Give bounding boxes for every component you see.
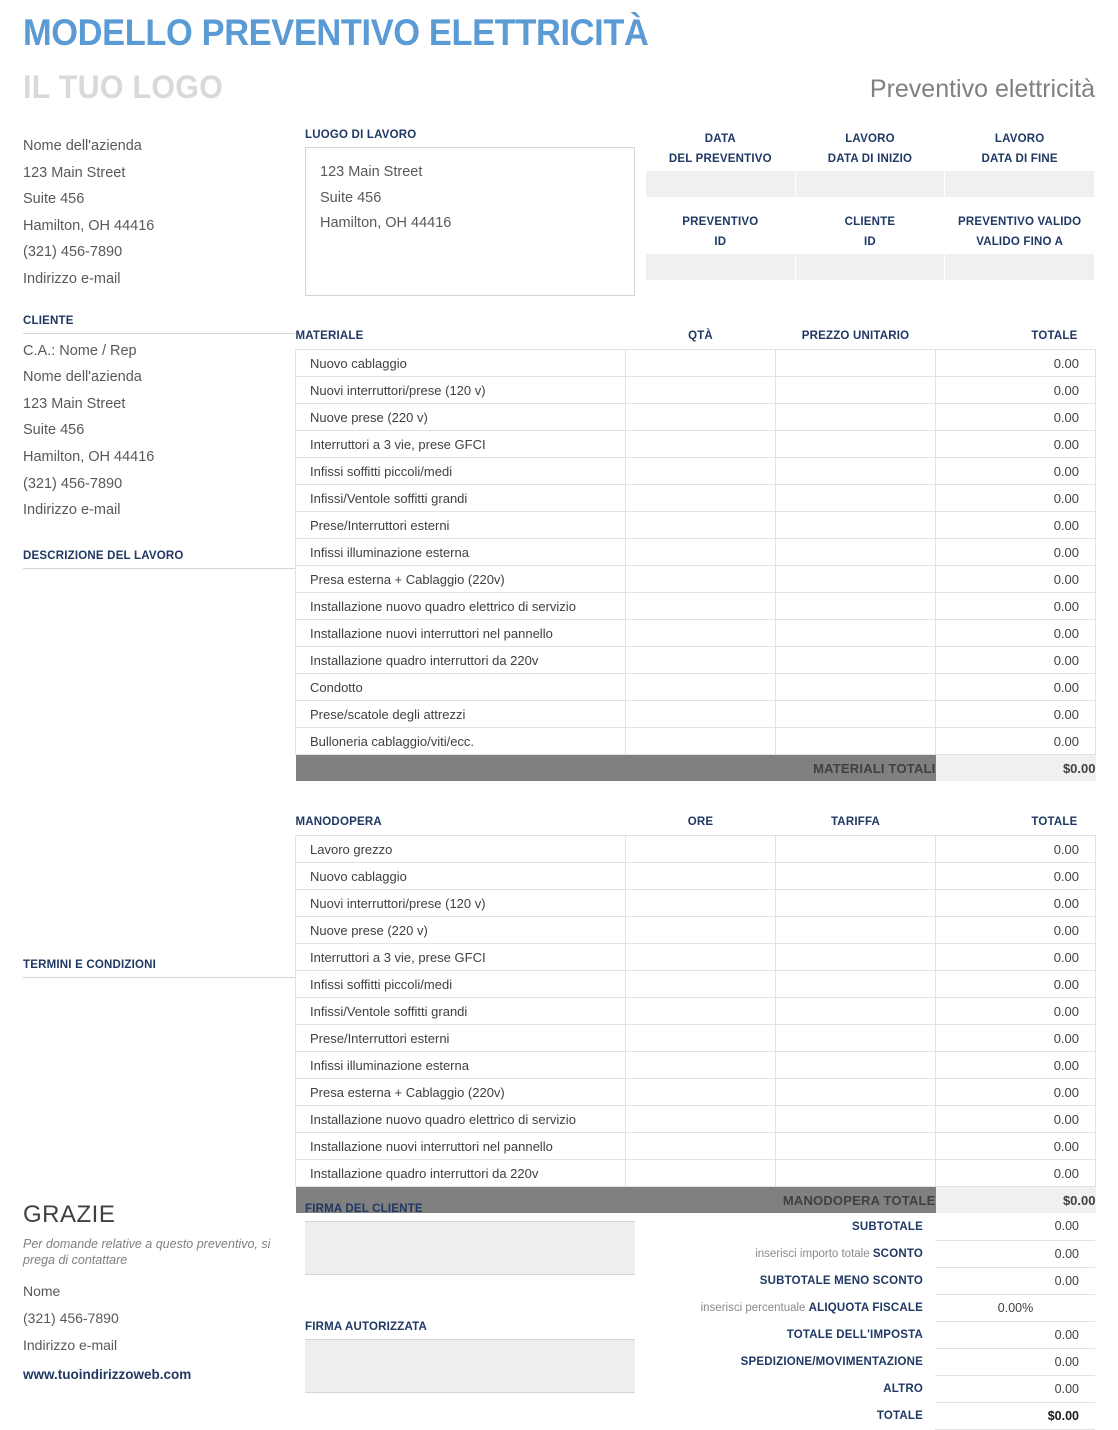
labor-total-cell: 0.00 [936, 917, 1096, 944]
summary-value[interactable]: $0.00 [935, 1402, 1095, 1429]
summary-row [295, 1402, 1095, 1429]
table-row [296, 431, 1096, 458]
material-qty-input[interactable] [626, 647, 776, 674]
material-unit_price-input[interactable] [776, 539, 936, 566]
meta-label-line1: LAVORO [845, 133, 895, 145]
left-column [23, 129, 295, 1128]
job-start-date-field[interactable] [795, 171, 945, 197]
material-unit_price-input[interactable] [776, 701, 936, 728]
labor-description-cell: Nuovo cablaggio [296, 863, 626, 890]
authorized-signature-field[interactable] [305, 1340, 635, 1393]
material-unit_price-input[interactable] [776, 566, 936, 593]
material-qty-input[interactable] [626, 539, 776, 566]
labor-description-cell: Prese/Interruttori esterni [296, 1025, 626, 1052]
labor-col-hours: ORE [687, 816, 714, 828]
labor-total-cell: 0.00 [936, 863, 1096, 890]
table-row [296, 998, 1096, 1025]
material-unit_price-input[interactable] [776, 647, 936, 674]
summary-value[interactable]: 0.00 [935, 1240, 1095, 1267]
table-row [296, 674, 1096, 701]
meta-label-line2: DATA DI INIZIO [827, 153, 913, 165]
labor-rate-input[interactable] [776, 1106, 936, 1133]
authorized-signature-heading: FIRMA AUTORIZZATA [305, 1321, 635, 1340]
labor-total-value: $0.00 [936, 1187, 1096, 1214]
website-link[interactable]: www.tuoindirizzoweb.com [23, 1367, 192, 1382]
table-row [296, 1025, 1096, 1052]
labor-description-cell: Installazione nuovo quadro elettrico di servizio [296, 1106, 626, 1133]
company-address-block [23, 129, 295, 293]
estimate-id-field[interactable] [646, 254, 796, 280]
table-row [296, 1079, 1096, 1106]
signature-column [305, 1203, 635, 1393]
materials-col-qty: QTÀ [688, 330, 713, 342]
labor-rate-input[interactable] [776, 1025, 936, 1052]
table-row [296, 458, 1096, 485]
material-description-cell: Prese/scatole degli attrezzi [296, 701, 626, 728]
material-unit_price-input[interactable] [776, 620, 936, 647]
labor-rate-input[interactable] [776, 1052, 936, 1079]
summary-label [295, 1402, 935, 1429]
customer-id-field[interactable] [795, 254, 945, 280]
materials-col-unit-price: PREZZO UNITARIO [801, 330, 910, 342]
labor-hours-input[interactable] [626, 890, 776, 917]
table-row [296, 728, 1096, 755]
summary-label-text: ALTRO [883, 1382, 923, 1395]
labor-rate-input[interactable] [776, 836, 936, 863]
meta-label-line1: LAVORO [994, 133, 1045, 145]
labor-rate-input[interactable] [776, 971, 936, 998]
material-qty-input[interactable] [626, 458, 776, 485]
labor-description-cell: Infissi illuminazione esterna [296, 1052, 626, 1079]
material-unit_price-input[interactable] [776, 512, 936, 539]
labor-description-cell: Infissi/Ventole soffitti grandi [296, 998, 626, 1025]
table-row [296, 647, 1096, 674]
material-unit_price-input[interactable] [776, 350, 936, 377]
job-description-heading: DESCRIZIONE DEL LAVORO [23, 550, 295, 569]
contact-line: Nome [23, 1283, 61, 1299]
page-title: MODELLO PREVENTIVO ELETTRICITÀ [23, 12, 649, 53]
meta-label-line2: ID [864, 236, 876, 248]
material-total-cell: 0.00 [936, 647, 1096, 674]
company-address-line: (321) 456-7890 [23, 244, 123, 261]
meta-label-line2: DEL PREVENTIVO [668, 153, 772, 165]
terms-input[interactable] [23, 978, 295, 1128]
labor-description-cell: Presa esterna + Cablaggio (220v) [296, 1079, 626, 1106]
material-qty-input[interactable] [626, 350, 776, 377]
material-total-cell: 0.00 [936, 512, 1096, 539]
labor-total-cell: 0.00 [936, 1025, 1096, 1052]
material-description-cell: Nuove prese (220 v) [296, 404, 626, 431]
labor-table [295, 816, 1096, 1213]
material-total-cell: 0.00 [936, 566, 1096, 593]
table-gap [295, 781, 1095, 816]
labor-rate-input[interactable] [776, 944, 936, 971]
material-unit_price-input[interactable] [776, 728, 936, 755]
meta-field-row-1 [646, 171, 1095, 197]
table-row [296, 620, 1096, 647]
materials-header-row [296, 330, 1096, 350]
labor-rate-input[interactable] [776, 1079, 936, 1106]
labor-hours-input[interactable] [626, 1133, 776, 1160]
material-qty-input[interactable] [626, 404, 776, 431]
material-description-cell: Infissi/Ventole soffitti grandi [296, 485, 626, 512]
meta-label-job-end-date [945, 129, 1095, 171]
company-logo-placeholder: IL TUO LOGO [23, 69, 224, 105]
material-qty-input[interactable] [626, 485, 776, 512]
client-address-line: Indirizzo e-mail [23, 502, 121, 519]
labor-hours-input[interactable] [626, 971, 776, 998]
labor-hours-input[interactable] [626, 998, 776, 1025]
labor-total-cell: 0.00 [936, 971, 1096, 998]
meta-label-customer-id [795, 212, 945, 254]
meta-field-row-2 [646, 254, 1095, 280]
thanks-title: GRAZIE [23, 1201, 116, 1228]
estimate-date-field[interactable] [646, 171, 796, 197]
labor-hours-input[interactable] [626, 1052, 776, 1079]
material-total-cell: 0.00 [936, 539, 1096, 566]
labor-hours-input[interactable] [626, 1160, 776, 1187]
material-total-cell: 0.00 [936, 350, 1096, 377]
labor-rate-input[interactable] [776, 917, 936, 944]
labor-hours-input[interactable] [626, 944, 776, 971]
material-unit_price-input[interactable] [776, 458, 936, 485]
meta-label-line2: DATA DI FINE [981, 153, 1058, 165]
labor-hours-input[interactable] [626, 1025, 776, 1052]
material-description-cell: Installazione quadro interruttori da 220v [296, 647, 626, 674]
client-section-heading: CLIENTE [23, 315, 295, 334]
table-row [296, 404, 1096, 431]
material-unit_price-input[interactable] [776, 431, 936, 458]
client-address-line: Nome dell'azienda [23, 369, 142, 386]
meta-label-line1: PREVENTIVO [682, 216, 759, 228]
material-total-cell: 0.00 [936, 404, 1096, 431]
material-qty-input[interactable] [626, 593, 776, 620]
labor-total-cell: 0.00 [936, 836, 1096, 863]
summary-label-text: SUBTOTALE [851, 1220, 923, 1233]
materials-total-row [296, 755, 1096, 782]
material-total-cell: 0.00 [936, 593, 1096, 620]
table-row [296, 566, 1096, 593]
labor-description-cell: Nuove prese (220 v) [296, 917, 626, 944]
client-address-line: 123 Main Street [23, 395, 126, 412]
material-total-cell: 0.00 [936, 701, 1096, 728]
material-unit_price-input[interactable] [776, 593, 936, 620]
document-subtitle: Preventivo elettricità [869, 75, 1095, 103]
signature-gap [305, 1275, 635, 1321]
client-signature-field[interactable] [305, 1222, 635, 1275]
summary-label-text: ALIQUOTA FISCALE [808, 1301, 923, 1314]
material-total-cell: 0.00 [936, 674, 1096, 701]
work-location-heading: LUOGO DI LAVORO [305, 129, 635, 148]
company-address-line: Indirizzo e-mail [23, 270, 121, 287]
material-qty-input[interactable] [626, 728, 776, 755]
labor-header-row [296, 816, 1096, 836]
labor-rate-input[interactable] [776, 1160, 936, 1187]
labor-total-cell: 0.00 [936, 890, 1096, 917]
labor-col-total: TOTALE [1031, 816, 1078, 828]
client-address-block [23, 334, 295, 524]
work-location-line: Hamilton, OH 44416 [320, 215, 452, 231]
labor-total-cell: 0.00 [936, 1106, 1096, 1133]
table-row [296, 377, 1096, 404]
material-description-cell: Presa esterna + Cablaggio (220v) [296, 566, 626, 593]
table-row [296, 971, 1096, 998]
material-description-cell: Condotto [296, 674, 626, 701]
terms-heading: TERMINI E CONDIZIONI [23, 959, 295, 978]
summary-value[interactable]: 0.00 [935, 1348, 1095, 1375]
summary-value[interactable]: 0.00 [935, 1213, 1095, 1240]
labor-rate-input[interactable] [776, 998, 936, 1025]
contact-line: Indirizzo e-mail [23, 1337, 118, 1353]
labor-total-cell: 0.00 [936, 1160, 1096, 1187]
labor-total-cell: 0.00 [936, 1079, 1096, 1106]
labor-total-cell: 0.00 [936, 1052, 1096, 1079]
labor-description-cell: Interruttori a 3 vie, prese GFCI [296, 944, 626, 971]
company-address-line: Nome dell'azienda [23, 138, 142, 154]
meta-spacer [646, 197, 1095, 212]
labor-total-cell: 0.00 [936, 1133, 1096, 1160]
table-row [296, 512, 1096, 539]
table-row [296, 350, 1096, 377]
summary-value[interactable]: 0.00 [935, 1321, 1095, 1348]
material-description-cell: Prese/Interruttori esterni [296, 512, 626, 539]
table-row [296, 863, 1096, 890]
work-location-line: 123 Main Street [320, 164, 423, 180]
table-row [296, 1133, 1096, 1160]
summary-hint: inserisci importo totale [755, 1247, 873, 1260]
labor-col-rate: TARIFFA [830, 816, 881, 828]
labor-hours-input[interactable] [626, 836, 776, 863]
labor-rate-input[interactable] [776, 863, 936, 890]
labor-col-description: MANODOPERA [295, 816, 382, 828]
material-description-cell: Nuovo cablaggio [296, 350, 626, 377]
material-qty-input[interactable] [626, 566, 776, 593]
summary-value[interactable]: 0.00 [935, 1375, 1095, 1402]
labor-hours-input[interactable] [626, 1106, 776, 1133]
client-address-line: Hamilton, OH 44416 [23, 448, 155, 465]
table-row [296, 890, 1096, 917]
contact-line: (321) 456-7890 [23, 1310, 119, 1326]
summary-label-text: TOTALE DELL'IMPOSTA [786, 1328, 923, 1341]
material-total-cell: 0.00 [936, 431, 1096, 458]
material-unit_price-input[interactable] [776, 485, 936, 512]
company-address-line: 123 Main Street [23, 164, 126, 181]
company-address-line: Hamilton, OH 44416 [23, 217, 155, 234]
material-description-cell: Infissi illuminazione esterna [296, 539, 626, 566]
meta-header-row-1 [646, 129, 1095, 171]
valid-until-field[interactable] [945, 254, 1095, 280]
material-total-cell: 0.00 [936, 458, 1096, 485]
material-qty-input[interactable] [626, 620, 776, 647]
labor-total-label: MANODOPERA TOTALE [296, 1187, 936, 1214]
table-row [296, 836, 1096, 863]
table-row [296, 1052, 1096, 1079]
labor-total-cell: 0.00 [936, 944, 1096, 971]
labor-rate-input[interactable] [776, 1133, 936, 1160]
material-qty-input[interactable] [626, 701, 776, 728]
work-location-box[interactable] [305, 148, 635, 296]
material-total-cell: 0.00 [936, 728, 1096, 755]
table-row [296, 917, 1096, 944]
table-row [296, 701, 1096, 728]
meta-label-line1: DATA [704, 133, 736, 145]
meta-label-line1: PREVENTIVO VALIDO [957, 216, 1082, 228]
material-description-cell: Bulloneria cablaggio/viti/ecc. [296, 728, 626, 755]
material-total-cell: 0.00 [936, 620, 1096, 647]
materials-col-description: MATERIALE [295, 330, 364, 342]
summary-value[interactable]: 0.00% [935, 1294, 1095, 1321]
material-unit_price-input[interactable] [776, 404, 936, 431]
meta-label-estimate-date [646, 129, 796, 171]
material-qty-input[interactable] [626, 512, 776, 539]
material-qty-input[interactable] [626, 431, 776, 458]
meta-label-estimate-id [646, 212, 796, 254]
material-qty-input[interactable] [626, 377, 776, 404]
table-row [296, 593, 1096, 620]
materials-body [296, 350, 1096, 755]
logo-row [23, 71, 1095, 103]
table-row [296, 485, 1096, 512]
summary-hint: inserisci percentuale [700, 1301, 809, 1314]
client-address-line: (321) 456-7890 [23, 475, 123, 492]
labor-hours-input[interactable] [626, 917, 776, 944]
material-description-cell: Nuovi interruttori/prese (120 v) [296, 377, 626, 404]
client-signature-heading: FIRMA DEL CLIENTE [305, 1203, 635, 1222]
labor-description-cell: Infissi soffitti piccoli/medi [296, 971, 626, 998]
company-address-line: Suite 456 [23, 191, 85, 208]
labor-body [296, 836, 1096, 1187]
summary-value[interactable]: 0.00 [935, 1267, 1095, 1294]
material-description-cell: Interruttori a 3 vie, prese GFCI [296, 431, 626, 458]
materials-total-value: $0.00 [936, 755, 1096, 782]
material-description-cell: Installazione nuovi interruttori nel pannello [296, 620, 626, 647]
thanks-subtitle: Per domande relative a questo preventivo, si prega di contattare [23, 1237, 271, 1267]
meta-label-line2: VALIDO FINO A [976, 236, 1064, 248]
meta-spacer-row [646, 197, 1095, 212]
table-row [296, 1160, 1096, 1187]
labor-total-cell: 0.00 [936, 998, 1096, 1025]
meta-label-job-start-date [795, 129, 945, 171]
meta-header-row-2 [646, 212, 1095, 254]
job-description-input[interactable] [23, 569, 295, 959]
table-row [296, 944, 1096, 971]
material-qty-input[interactable] [626, 674, 776, 701]
meta-label-line1: CLIENTE [844, 216, 896, 228]
labor-description-cell: Installazione nuovi interruttori nel pannello [296, 1133, 626, 1160]
labor-description-cell: Installazione quadro interruttori da 220v [296, 1160, 626, 1187]
work-location-line: Suite 456 [320, 189, 382, 206]
material-total-cell: 0.00 [936, 485, 1096, 512]
thanks-block [23, 1203, 295, 1393]
job-end-date-field[interactable] [945, 171, 1095, 197]
material-total-cell: 0.00 [936, 377, 1096, 404]
labor-description-cell: Nuovi interruttori/prese (120 v) [296, 890, 626, 917]
table-row [296, 539, 1096, 566]
labor-rate-input[interactable] [776, 890, 936, 917]
meta-label-line2: ID [714, 236, 727, 248]
labor-hours-input[interactable] [626, 863, 776, 890]
material-description-cell: Infissi soffitti piccoli/medi [296, 458, 626, 485]
material-unit_price-input[interactable] [776, 674, 936, 701]
summary-label-text: SCONTO [872, 1247, 923, 1260]
materials-table [295, 330, 1096, 781]
material-unit_price-input[interactable] [776, 377, 936, 404]
materials-col-total: TOTALE [1031, 330, 1078, 342]
material-description-cell: Installazione nuovo quadro elettrico di servizio [296, 593, 626, 620]
summary-label-text: TOTALE [876, 1409, 923, 1422]
labor-hours-input[interactable] [626, 1079, 776, 1106]
materials-total-label: MATERIALI TOTALI [296, 755, 936, 782]
summary-label-text: SPEDIZIONE/MOVIMENTAZIONE [740, 1355, 923, 1368]
summary-label-text: SUBTOTALE MENO SCONTO [759, 1274, 923, 1287]
meta-label-valid-until [945, 212, 1095, 254]
labor-description-cell: Lavoro grezzo [296, 836, 626, 863]
estimate-meta-table [645, 129, 1095, 280]
client-address-line: C.A.: Nome / Rep [23, 342, 137, 359]
table-row [296, 1106, 1096, 1133]
footer [23, 1203, 1095, 1393]
client-address-line: Suite 456 [23, 422, 85, 439]
